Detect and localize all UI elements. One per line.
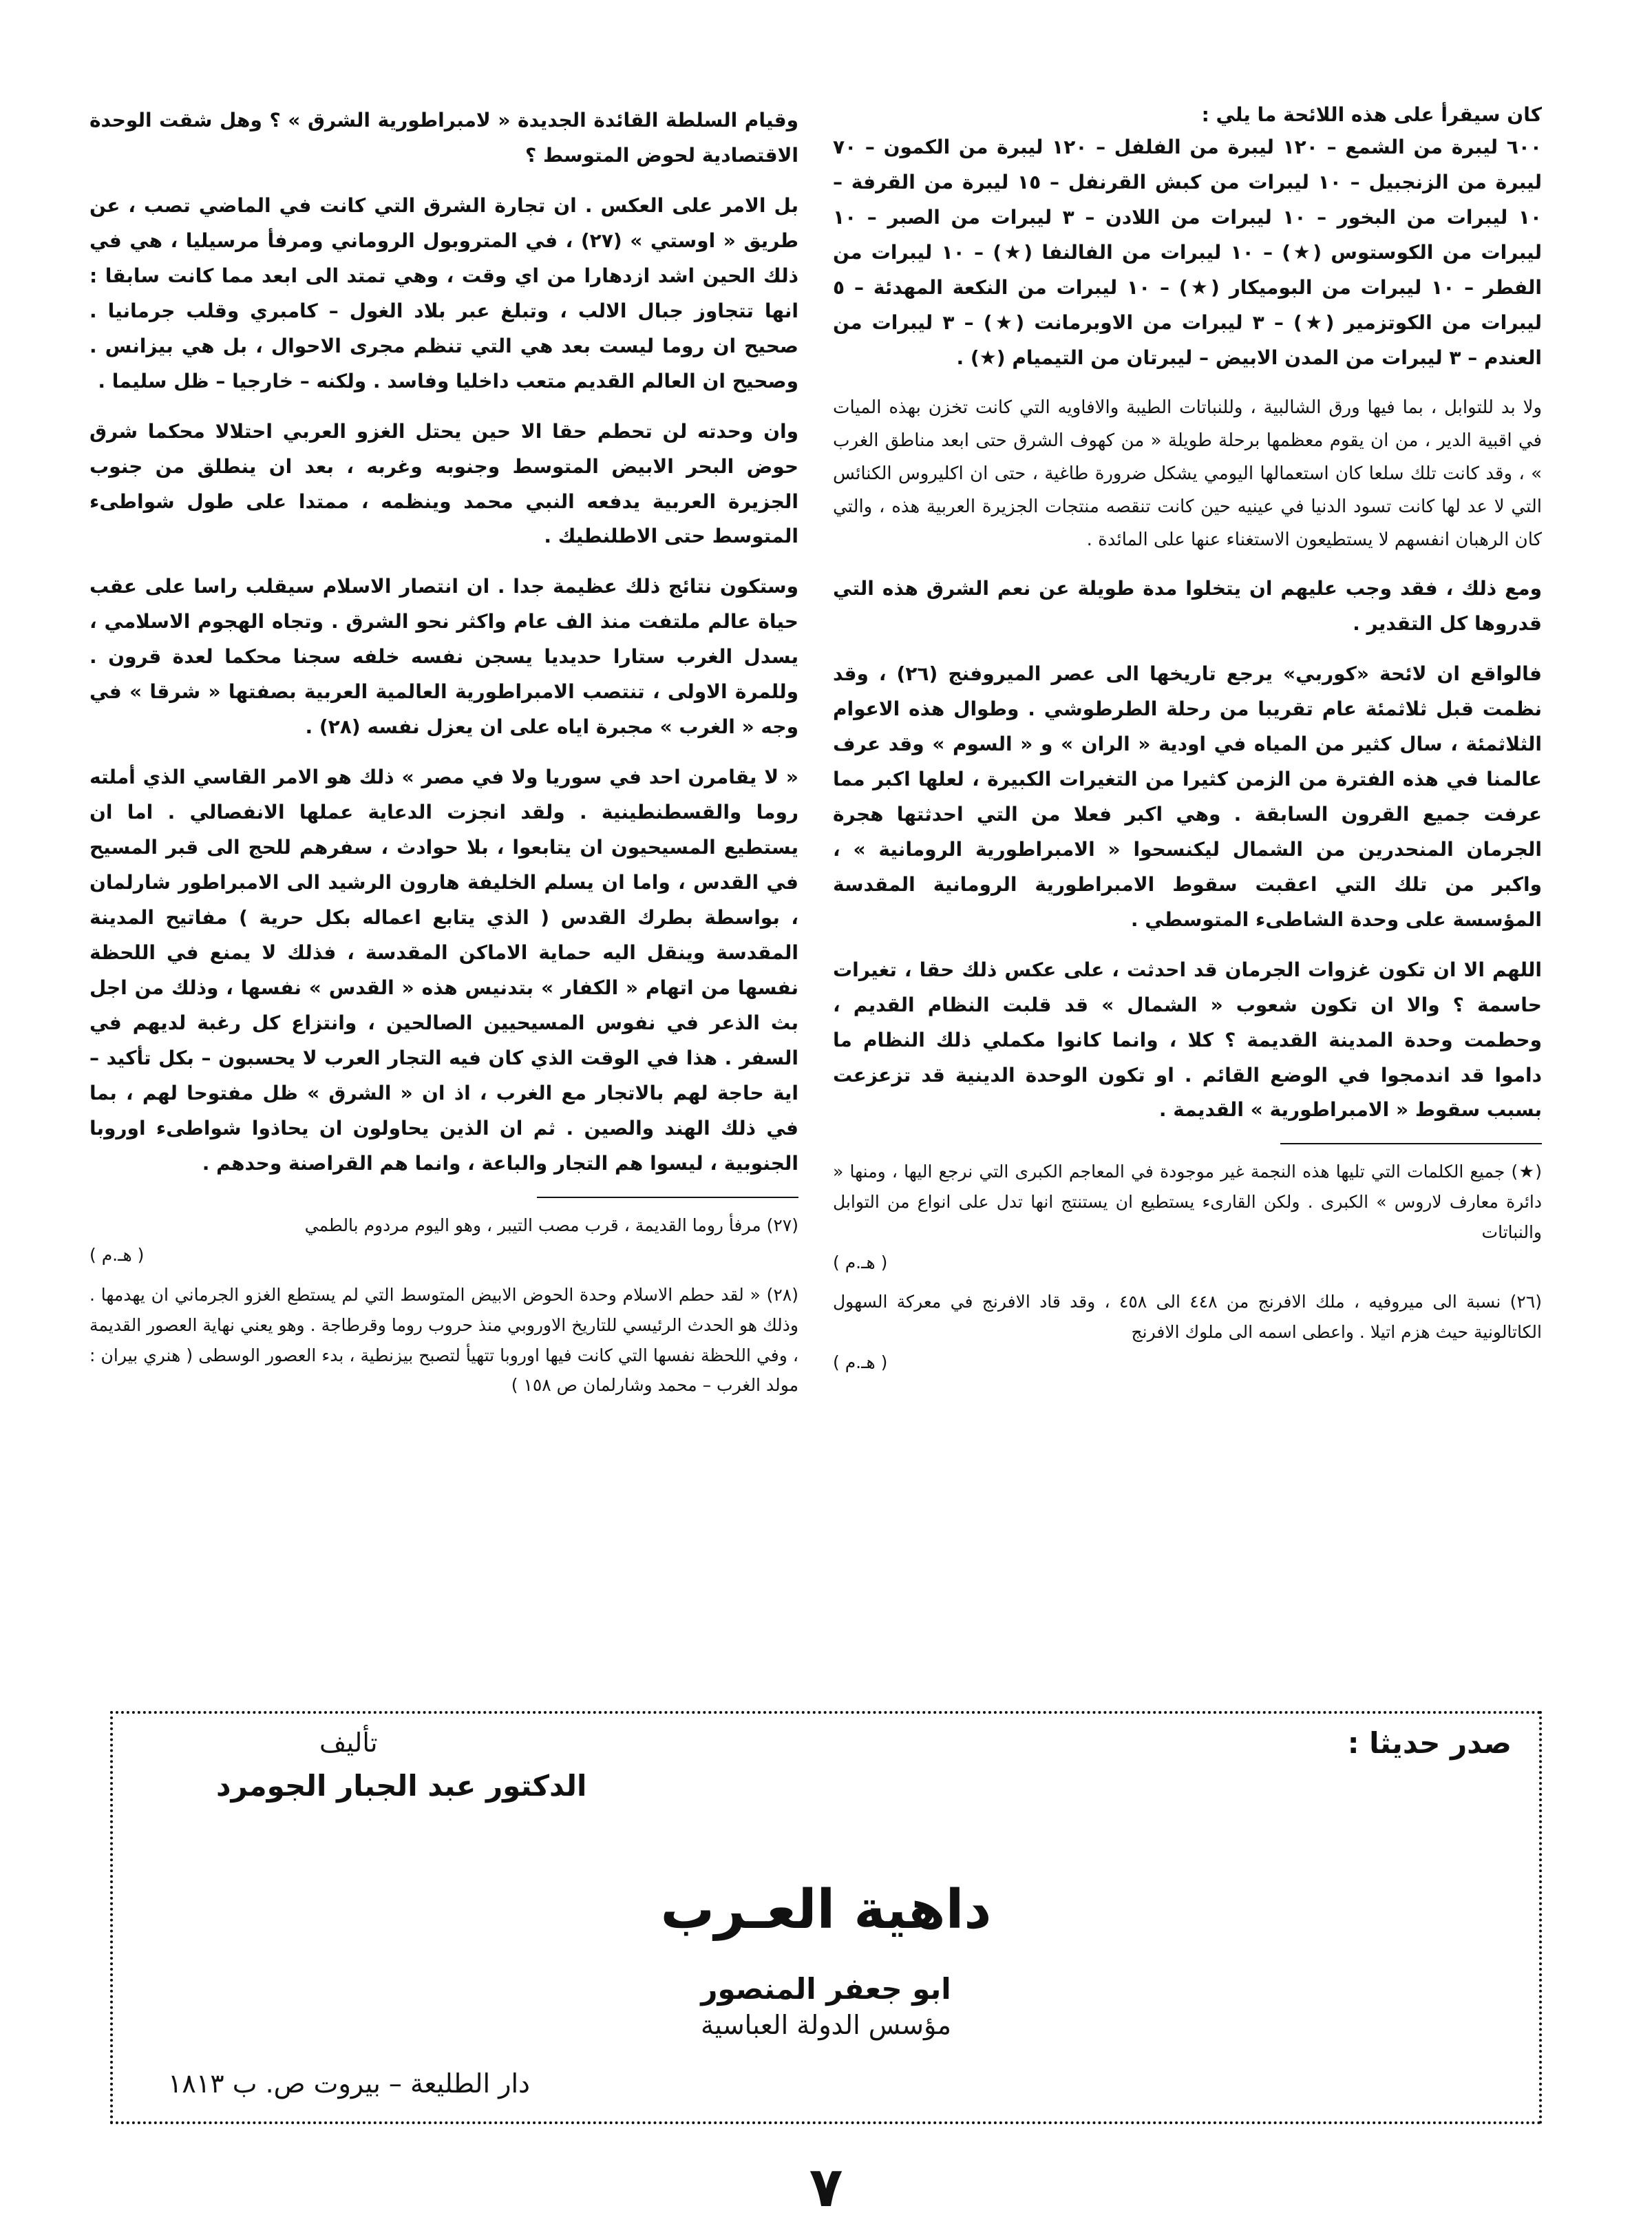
body-paragraph: فالواقع ان لائحة «كوربي» يرجع تاريخها الى عصر الميروفنج (٢٦) ، وقد نظمت قبل ثلاثمئة عام تقريبا من رحلة الطرطوشي . وطوال هذه الاعوام الثلاثمئة ، سال كثير من المياه في اودية « الران » و « السوم » وقد عرف عالمنا في هذه الفترة من الزمن كثيرا من التغيرات الكبيرة ، لعلها اكبر مما عرفت جميع القرون السابقة . وهي اكبر فعلا من التي احدثتها هجرة الجرمان المنحدرين من الشمال ليكنسحوا « الامبراطورية الرومانية » ، واكبر من تلك التي اعقبت سقوط الامبراطورية الرومانية المقدسة المؤسسة على وحدة الشاطىء المتوسطي . xyxy=(833,662,1542,931)
authorship-label: تأليف xyxy=(319,1728,378,1758)
publisher-info: دار الطليعة – بيروت ص. ب ١٨١٣ xyxy=(168,2068,530,2099)
book-title: داهية العـرب xyxy=(660,1879,992,1941)
right-column xyxy=(833,103,1542,1387)
footnote-28 xyxy=(89,1280,798,1400)
body-paragraph: وستكون نتائج ذلك عظيمة جدا . ان انتصار الاسلام سيقلب راسا على عقب حياة عالم ملتفت منذ الف عام واكثر نحو الشرق . وتجاه الهجوم الاسلامي ، يسدل الغرب ستارا حديديا يسجن نفسه خلفه سجنا محكما لعدة قرون . وللمرة الاولى ، تنتصب الامبراطورية العالمية العربية بصفتها « شرقا » في وجه « الغرب » مجبرة اياه على ان يعزل نفسه (٢٨) . xyxy=(89,575,798,739)
footnote-star xyxy=(833,1157,1542,1277)
footnote-text: (٢٨) « لقد حطم الاسلام وحدة الحوض الابيض المتوسط التي لم يستطع الغزو الجرماني ان يهدمها . وذلك هو الحدث الرئيسي للتاريخ الاوروبي منذ حروب روما وقرطاجة . وهو يعني نهاية العصور القديمة ، وفي اللحظة نفسها التي كانت فيها اوروبا تتهيأ لتصبح بيزنطية ، بدء العصور الوسطى ( هنري بيران : مولد الغرب – محمد وشارلمان ص ١٥٨ ) xyxy=(89,1285,798,1396)
page-number: ٧ xyxy=(809,2155,843,2219)
footnote-26 xyxy=(833,1287,1542,1377)
body-paragraph: اللهم الا ان تكون غزوات الجرمان قد احدثت ، على عكس ذلك حقا ، تغيرات حاسمة ؟ والا ان تكون شعوب « الشمال » قد قلبت النظام القديم ، وحطمت وحدة المدينة القديمة ؟ كلا ، وانما كانوا مكملي ذلك النظام ما داموا قد اندمجوا في الوضع القائم . او تكون الوحدة الدينية قد تزعزعت بسبب سقوط « الامبراطورية » القديمة . xyxy=(833,958,1542,1122)
footnote-text: (٢٦) نسبة الى ميروفيه ، ملك الافرنج من ٤٤٨ الى ٤٥٨ ، وقد قاد الافرنج في معركة السهول الكاتالونية حيث هزم اتيلا . واعطى اسمه الى ملوك الافرنج xyxy=(833,1292,1542,1343)
footnote-divider xyxy=(1280,1143,1542,1144)
list-intro: كان سيقرأ على هذه اللائحة ما يلي : xyxy=(1201,103,1542,126)
footnote-27 xyxy=(89,1210,798,1271)
book-subject-description: مؤسس الدولة العباسية xyxy=(700,2010,951,2040)
body-paragraph: ولا بد للتوابل ، بما فيها ورق الشالبية ، وللنباتات الطيبة والافاويه التي كانت تخزن بهذه الميات في اقبية الدير ، من ان يقوم معظمها برحلة طويلة « من كهوف الشرق حتى ابعد مناطق الغرب » ، وقد كانت تلك سلعا كان استعمالها اليومي يشكل ضرورة طاغية ، حتى ان اكليروس الكنائس التي لا عد لها كانت تسود الدنيا في عينيه حين كانت تنقصه منتجات الجزيرة العربية هذه ، والتي كان الرهبان انفسهم لا يستطيعون الاستغناء عنها على المائدة . xyxy=(833,397,1542,551)
left-column xyxy=(89,103,798,1410)
body-paragraph: وقيام السلطة القائدة الجديدة « لامبراطورية الشرق » ؟ وهل شقت الوحدة الاقتصادية لحوض المتوسط ؟ xyxy=(89,109,798,167)
body-paragraph: بل الامر على العكس . ان تجارة الشرق التي كانت في الماضي تصب ، عن طريق « اوستي » (٢٧) ، في المتروبول الروماني ومرفأ مرسيليا ، هي في ذلك الحين اشد ازدهارا من اي وقت ، وهي تمتد الى ابعد مما كانت سابقا : انها تتجاوز جبال الالب ، وتبلغ عبر بلاد الغول – كامبري وقلب جرمانيا . صحيح ان روما ليست بعد هي التي تنظم مجرى الاحوال ، بل هي بيزانس . وصحيح ان العالم القديم متعب داخليا وفاسد . ولكنه – خارجيا – ظل سليما . xyxy=(89,193,798,392)
footnote-signature: ( هـ.م ) xyxy=(833,1252,888,1272)
body-paragraph: وان وحدته لن تحطم حقا الا حين يحتل الغزو العربي احتلالا محكما شرق حوض البحر الابيض المتوسط وجنوبه وغربه ، بعد ان ينطلق من جنوب الجزيرة العربية يدفعه النبي محمد وينظمه ، ممتدا على طول شواطىء المتوسط حتى الاطلنطيك . xyxy=(89,419,798,548)
spice-list-paragraph: ٦٠٠ ليبرة من الشمع – ١٢٠ ليبرة من الفلفل – ١٢٠ ليبرة من الكمون – ٧٠ ليبرة من الزنجبيل – ١٠ ليبرات من كبش القرنفل – ١٥ ليبرة من القرفة – ١٠ ليبرات من البخور – ١٠ ليبرات من اللادن – ٣ ليبرات من الصبر – ١٠ ليبرات من الكوستوس (★) – ١٠ ليبرات من الفالنفا (★) – ١٠ ليبرات من الفطر – ١٠ ليبرات من البوميكار (★) – ١٠ ليبرات من النكعة المهدئة – ٥ ليبرات من الكوتزمير (★) – ٣ ليبرات من الاوبرمانت (★) – ٣ ليبرات من العندم – ٣ ليبرات من المدن الابيض – ليبرتان من التيميام (★) . xyxy=(833,136,1543,369)
body-paragraph: ومع ذلك ، فقد وجب عليهم ان يتخلوا مدة طويلة عن نعم الشرق هذه التي قدروها كل التقدير . xyxy=(833,577,1542,636)
footnote-signature: ( هـ.م ) xyxy=(833,1352,888,1372)
footnote-text: (٢٧) مرفأ روما القديمة ، قرب مصب التيبر ، وهو اليوم مردوم بالطمي xyxy=(304,1215,798,1235)
footnote-divider xyxy=(537,1197,798,1198)
book-announcement-box xyxy=(110,1711,1542,2124)
announcement-label: صدر حديثا : xyxy=(1347,1726,1512,1760)
book-subject: ابو جعفر المنصور xyxy=(701,1972,951,2006)
author-name: الدكتور عبد الجبار الجومرد xyxy=(216,1769,587,1803)
footnote-text: (★) جميع الكلمات التي تليها هذه النجمة غير موجودة في المعاجم الكبرى التي نرجع اليها ، ومنها « دائرة معارف لاروس » الكبرى . ولكن القارىء يستطيع ان يستنتج انها تدل على انواع من التوابل والنباتات xyxy=(833,1162,1542,1242)
body-paragraph: « لا يقامرن احد في سوريا ولا في مصر » ذلك هو الامر القاسي الذي أملته روما والقسطنطينية . ولقد انجزت الدعاية عملها الانفصالي . اما ان يستطيع المسيحيون ان يتابعوا ، بلا حوادث ، سفرهم للحج الى قبر المسيح في القدس ، واما ان يسلم الخليفة هارون الرشيد الى الامبراطور شارلمان ، بواسطة بطرك القدس ( الذي يتابع اعماله بكل حرية ) مفاتيح المدينة المقدسة وينقل اليه حماية الاماكن المقدسة ، فذلك لا يمنع في اللحظة نفسها من اتهام « الكفار » بتدنيس هذه « القدس » نفسها ، وذلك من اجل بث الذعر في نفوس المسيحيين الصالحين ، وانتزاع كل رغبة لديهم في السفر . هذا في الوقت الذي كان فيه التجار العرب لا يحسبون – بكل تأكيد – اية حاجة لهم بالاتجار مع الغرب ، اذ ان « الشرق » ظل مفتوحا لهم ، بما في ذلك الهند والصين . ثم ان الذين يحاولون ان يحاذوا شواطىء اوروبا الجنوبية ، ليسوا هم التجار والباعة ، وانما هم القراصنة وحدهم . xyxy=(89,766,798,1175)
footnote-signature: ( هـ.م ) xyxy=(89,1245,145,1266)
